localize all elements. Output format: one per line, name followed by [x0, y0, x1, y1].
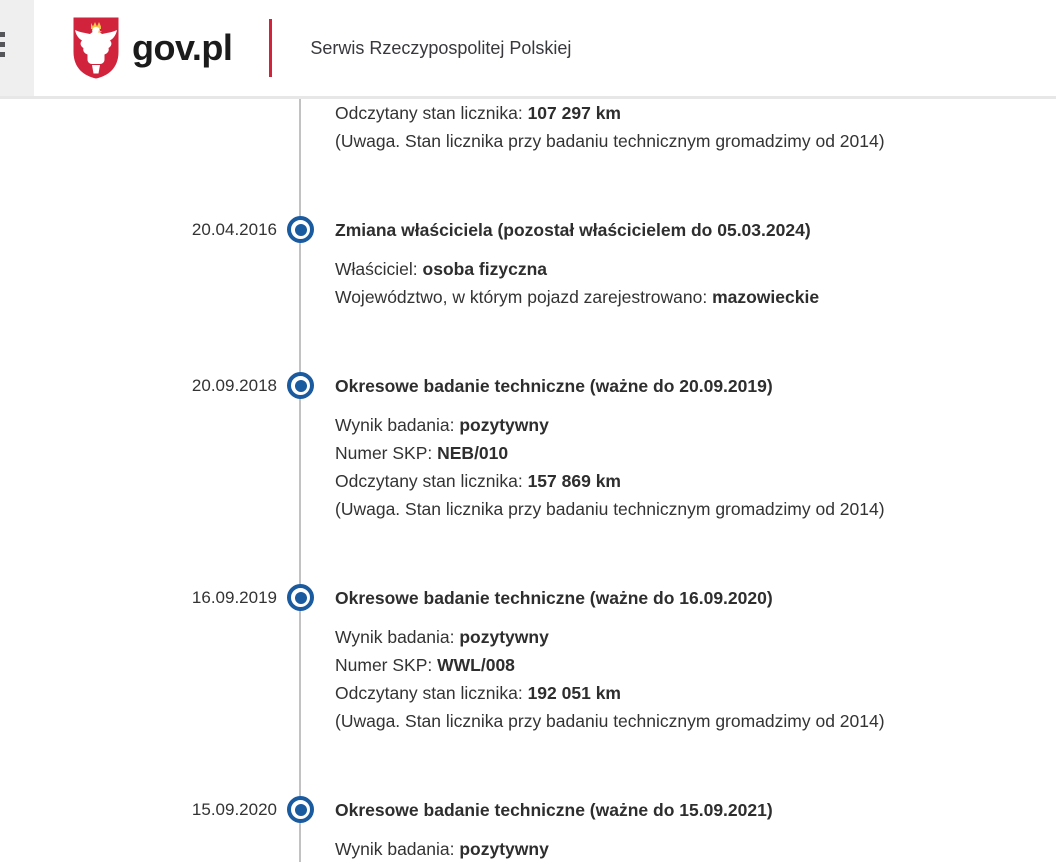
timeline-marker-icon [287, 216, 314, 243]
event-content [335, 584, 1056, 735]
odometer-note: (Uwaga. Stan licznika przy badaniu technicznym gromadzimy od 2014) [335, 499, 885, 519]
detail-label: Numer SKP: [335, 443, 438, 463]
govpl-logo[interactable] [72, 16, 232, 80]
detail-value: pozytywny [459, 839, 549, 859]
event-content [335, 372, 1056, 523]
detail-label: Właściciel: [335, 259, 423, 279]
detail-line [335, 651, 1056, 679]
detail-line [335, 679, 1056, 707]
event-date: 16.09.2019 [191, 588, 277, 607]
timeline-continuation [0, 99, 1056, 155]
detail-label: Województwo, w którym pojazd zarejestrowano: [335, 287, 713, 307]
detail-label: Wynik badania: [335, 415, 460, 435]
detail-line [335, 623, 1056, 651]
odometer-value: 107 297 km [527, 103, 621, 123]
event-title: Okresowe badanie techniczne (ważne do 20.09.2019) [335, 376, 773, 396]
detail-label: Odczytany stan licznika: [335, 471, 528, 491]
detail-value: pozytywny [459, 415, 549, 435]
poland-eagle-emblem-icon [72, 16, 120, 80]
timeline-marker-icon [287, 372, 314, 399]
event-title: Okresowe badanie techniczne (ważne do 16.09.2020) [335, 588, 773, 608]
odometer-line [335, 99, 1056, 127]
detail-line [335, 411, 1056, 439]
date-column-empty [0, 99, 277, 155]
detail-label: Numer SKP: [335, 655, 438, 675]
vehicle-history-timeline [0, 99, 1056, 862]
timeline-marker-icon [287, 796, 314, 823]
detail-value: 192 051 km [527, 683, 621, 703]
event-date: 15.09.2020 [191, 800, 277, 819]
detail-line [335, 467, 1056, 495]
event-title: Okresowe badanie techniczne (ważne do 15.09.2021) [335, 800, 773, 820]
detail-line [335, 835, 1056, 863]
detail-label: Odczytany stan licznika: [335, 683, 528, 703]
event-date: 20.04.2016 [191, 220, 277, 239]
timeline-event [0, 584, 1056, 735]
event-content [335, 796, 1056, 863]
timeline-marker-icon [287, 584, 314, 611]
detail-label: Wynik badania: [335, 627, 460, 647]
logo-text: gov.pl [132, 27, 233, 68]
detail-line [335, 283, 1056, 311]
header-tagline: Serwis Rzeczypospolitej Polskiej [310, 37, 572, 58]
detail-value: 157 869 km [527, 471, 621, 491]
timeline-event [0, 216, 1056, 311]
event-date: 20.09.2018 [191, 376, 277, 395]
menu-strip[interactable] [0, 0, 34, 96]
marker-column-empty [277, 99, 335, 155]
header [0, 0, 1056, 99]
event-title: Zmiana właściciela (pozostał właścicielem do 05.03.2024) [335, 220, 811, 240]
marker-column [277, 796, 335, 863]
odometer-note: (Uwaga. Stan licznika przy badaniu technicznym gromadzimy od 2014) [335, 131, 885, 151]
detail-label: Wynik badania: [335, 839, 460, 859]
event-content [335, 216, 1056, 311]
detail-value: mazowieckie [712, 287, 820, 307]
timeline-event [0, 796, 1056, 863]
marker-column [277, 372, 335, 523]
hamburger-icon [0, 32, 5, 62]
detail-value: NEB/010 [437, 443, 509, 463]
header-divider [269, 19, 272, 77]
detail-value: osoba fizyczna [422, 259, 547, 279]
detail-line [335, 255, 1056, 283]
odometer-note: (Uwaga. Stan licznika przy badaniu technicznym gromadzimy od 2014) [335, 711, 885, 731]
marker-column [277, 216, 335, 311]
continuation-content [335, 99, 1056, 155]
detail-value: WWL/008 [437, 655, 515, 675]
detail-line [335, 439, 1056, 467]
odometer-label: Odczytany stan licznika: [335, 103, 528, 123]
marker-column [277, 584, 335, 735]
timeline-event [0, 372, 1056, 523]
detail-value: pozytywny [459, 627, 549, 647]
